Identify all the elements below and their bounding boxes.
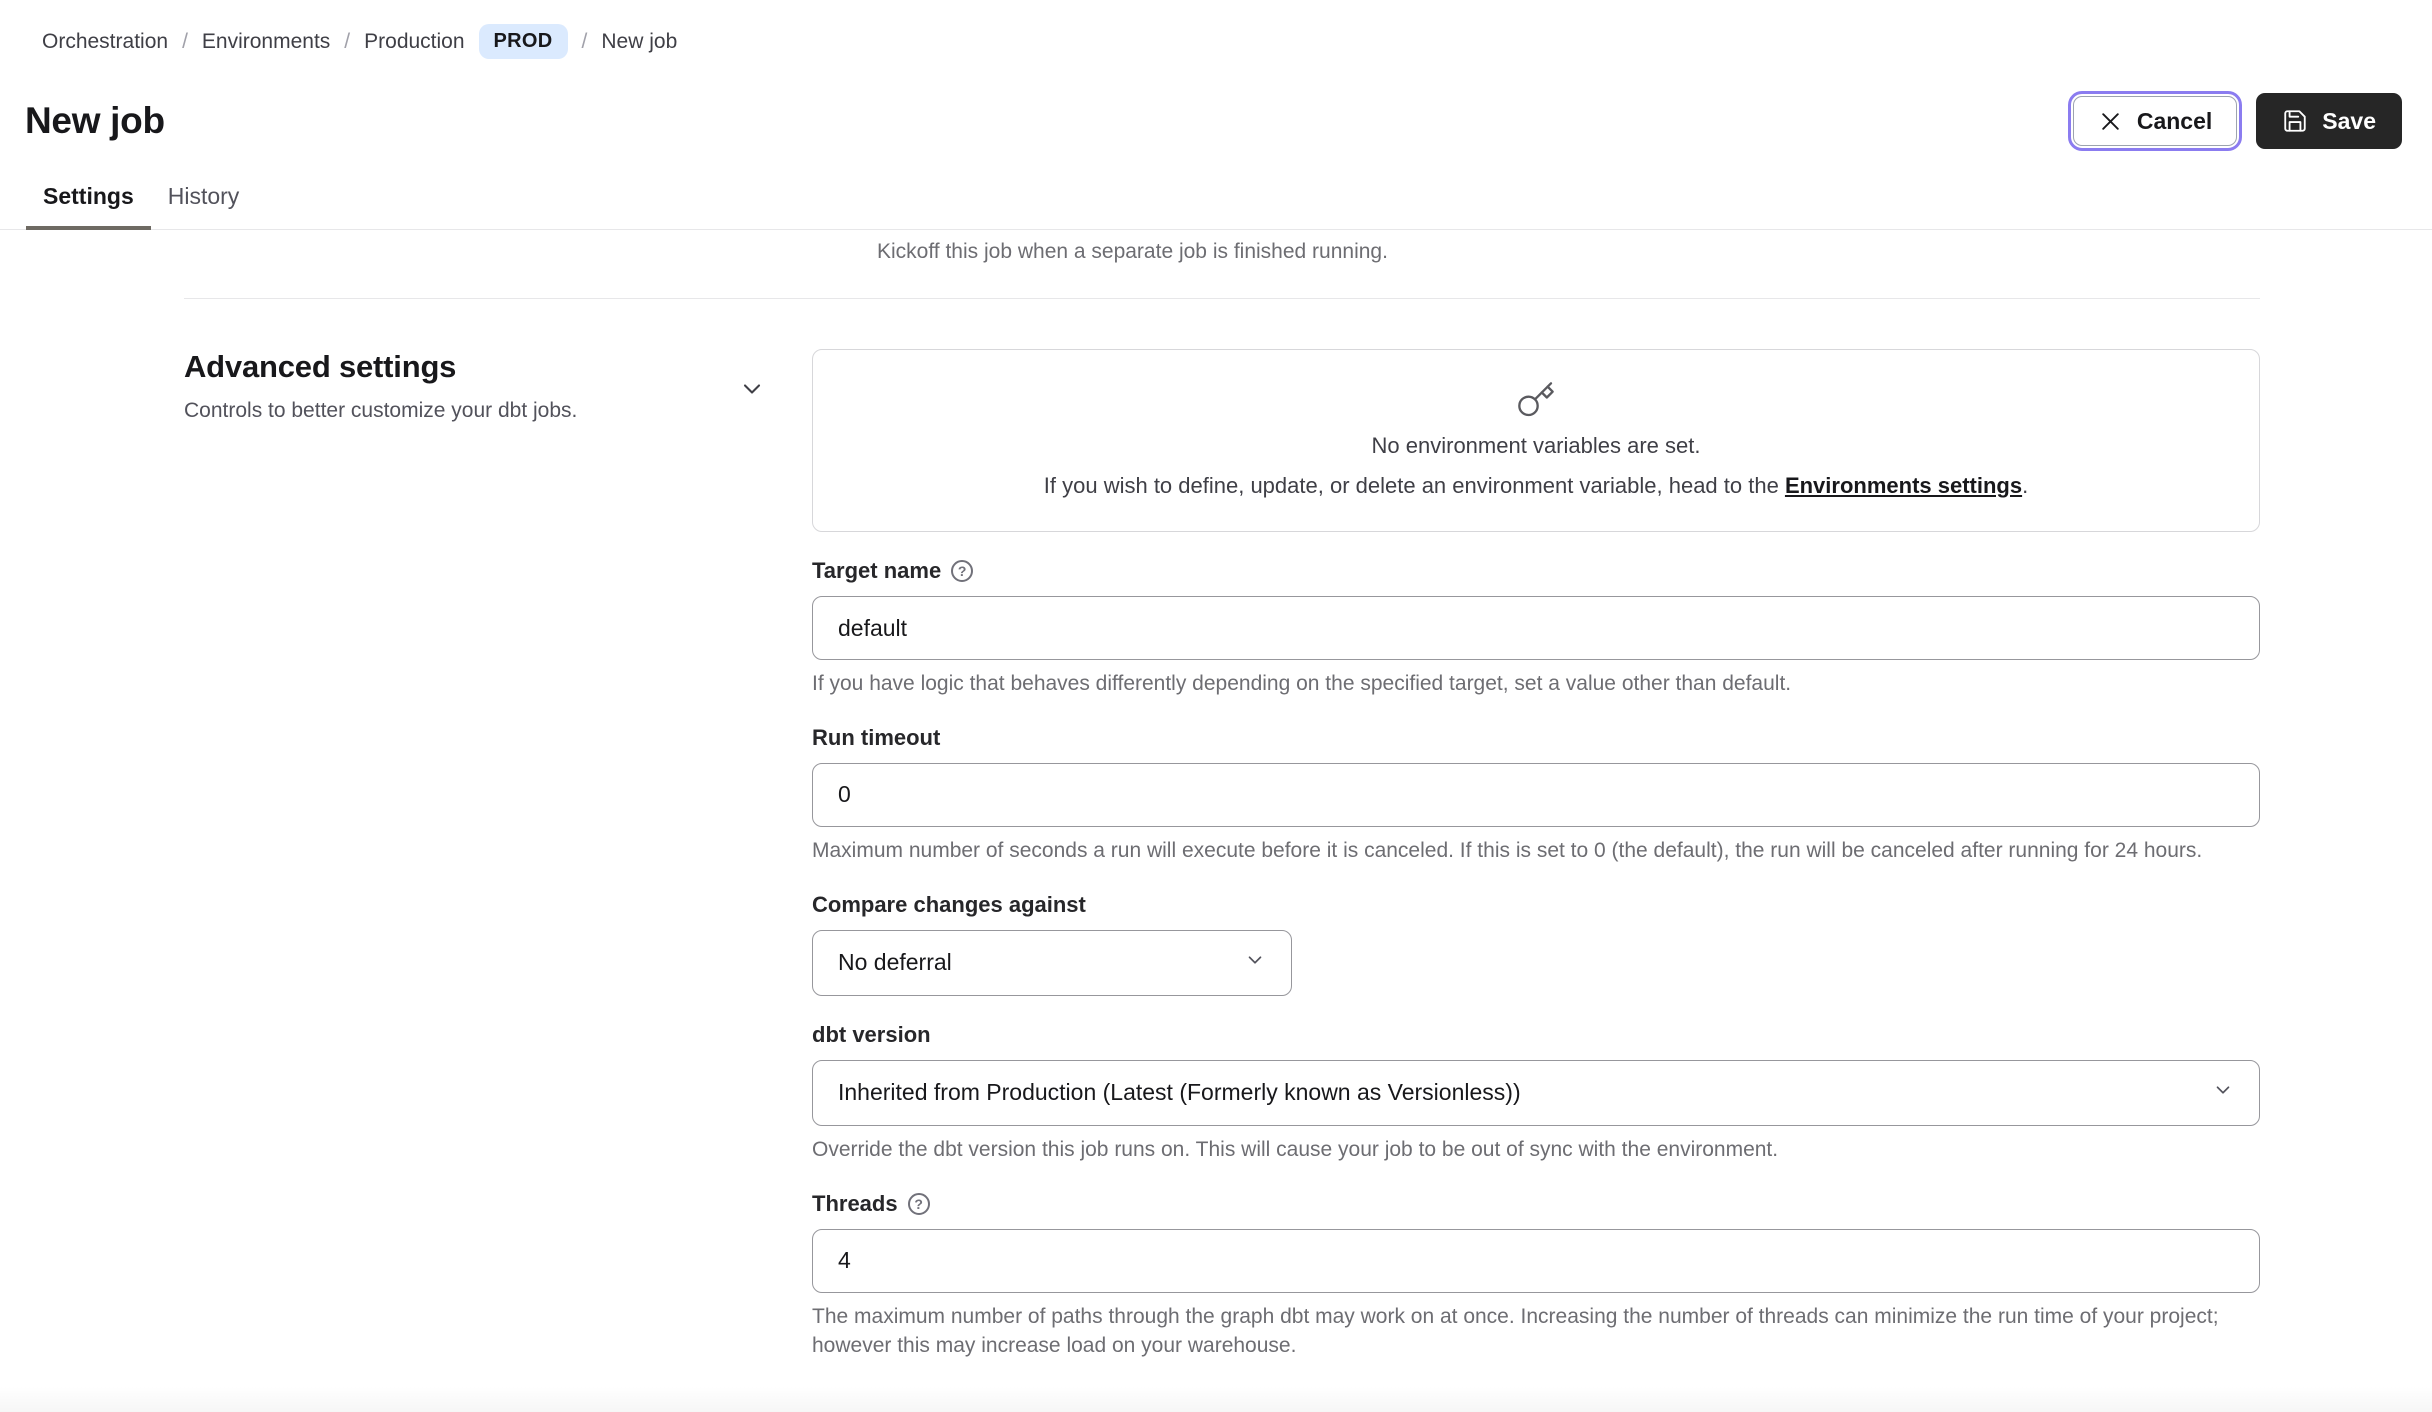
tab-bar [0, 171, 2432, 230]
chevron-down-icon [2212, 1079, 2234, 1107]
prod-environment-badge: PROD [479, 24, 568, 59]
target-name-label [812, 558, 2260, 584]
compare-changes-label [812, 892, 2260, 918]
breadcrumb-separator: / [182, 29, 188, 53]
breadcrumb-item-environments[interactable]: Environments [201, 29, 331, 53]
advanced-settings-subtitle: Controls to better customize your dbt jobs. [184, 399, 578, 422]
field-dbt-version [812, 1022, 2260, 1165]
run-timeout-input[interactable] [812, 763, 2260, 827]
breadcrumb-item-orchestration[interactable]: Orchestration [42, 29, 169, 53]
close-icon [2098, 109, 2123, 134]
env-body-suffix: . [2022, 473, 2029, 498]
save-disk-icon [2282, 108, 2308, 134]
threads-help-text: The maximum number of paths through the graph dbt may work on at once. Increasing the number of threads can minimize the run time of your project; however this may increase load on your warehouse. [812, 1304, 2219, 1357]
dbt-version-label [812, 1022, 2260, 1048]
dbt-version-label-text: dbt version [812, 1021, 931, 1047]
breadcrumb-item-new-job: New job [601, 29, 678, 53]
advanced-settings-title: Advanced settings [184, 349, 457, 384]
threads-input[interactable] [812, 1229, 2260, 1293]
kickoff-helper-text: Kickoff this job when a separate job is finished running. [877, 240, 1388, 263]
dbt-version-help-text: Override the dbt version this job runs on. This will cause your job to be out of sync with the environment. [812, 1137, 1779, 1161]
save-button[interactable] [2256, 93, 2402, 149]
field-target-name [812, 558, 2260, 699]
threads-label-text: Threads [812, 1190, 898, 1216]
key-icon [1516, 407, 1556, 424]
chevron-down-icon[interactable] [738, 375, 766, 423]
env-body-prefix: If you wish to define, update, or delete an environment variable, head to the [1043, 473, 1785, 498]
env-empty-body [837, 473, 2235, 499]
compare-changes-label-text: Compare changes against [812, 891, 1086, 917]
target-name-help-text: If you have logic that behaves differently depending on the specified target, set a value other than default. [812, 672, 1792, 695]
advanced-settings-intro [184, 349, 812, 423]
field-compare-changes [812, 892, 2260, 996]
field-threads [812, 1191, 2260, 1361]
run-timeout-label-text: Run timeout [812, 724, 941, 750]
help-icon[interactable]: ? [951, 560, 973, 582]
cancel-button-focus-ring [2068, 91, 2242, 151]
field-run-timeout [812, 725, 2260, 866]
help-icon[interactable]: ? [908, 1193, 930, 1215]
chevron-down-icon [1244, 949, 1266, 977]
target-name-label-text: Target name [812, 558, 942, 583]
compare-changes-select[interactable] [812, 930, 1292, 996]
breadcrumb-separator: / [344, 29, 351, 53]
dbt-version-select[interactable] [812, 1060, 2260, 1126]
cancel-button-label: Cancel [2136, 107, 2213, 134]
breadcrumb-item-production[interactable]: Production [364, 29, 465, 53]
breadcrumb-separator: / [581, 29, 588, 53]
threads-label [812, 1191, 2260, 1217]
header-actions [2068, 91, 2402, 151]
tab-settings[interactable]: Settings [26, 171, 151, 230]
environments-settings-link[interactable]: Environments settings [1784, 473, 2023, 498]
advanced-settings-section [184, 298, 2260, 1361]
advanced-settings-form [812, 349, 2260, 1361]
dbt-version-selected-value: Inherited from Production (Latest (Formerly known as Versionless)) [838, 1079, 1521, 1106]
env-empty-title: No environment variables are set. [1371, 433, 1701, 458]
breadcrumb [0, 0, 2432, 59]
tab-history[interactable]: History [167, 183, 240, 209]
run-timeout-help-text: Maximum number of seconds a run will execute before it is canceled. If this is set to 0 (the default), the run will be canceled after running for 24 hours. [812, 838, 2203, 862]
save-button-label: Save [2322, 107, 2376, 134]
env-variables-empty-state [812, 349, 2260, 532]
compare-changes-selected-value: No deferral [838, 949, 952, 976]
target-name-input[interactable] [812, 596, 2260, 660]
page-title: New job [25, 100, 165, 141]
run-timeout-label [812, 725, 2260, 751]
cancel-button[interactable] [2073, 96, 2237, 146]
page-header [0, 59, 2432, 151]
